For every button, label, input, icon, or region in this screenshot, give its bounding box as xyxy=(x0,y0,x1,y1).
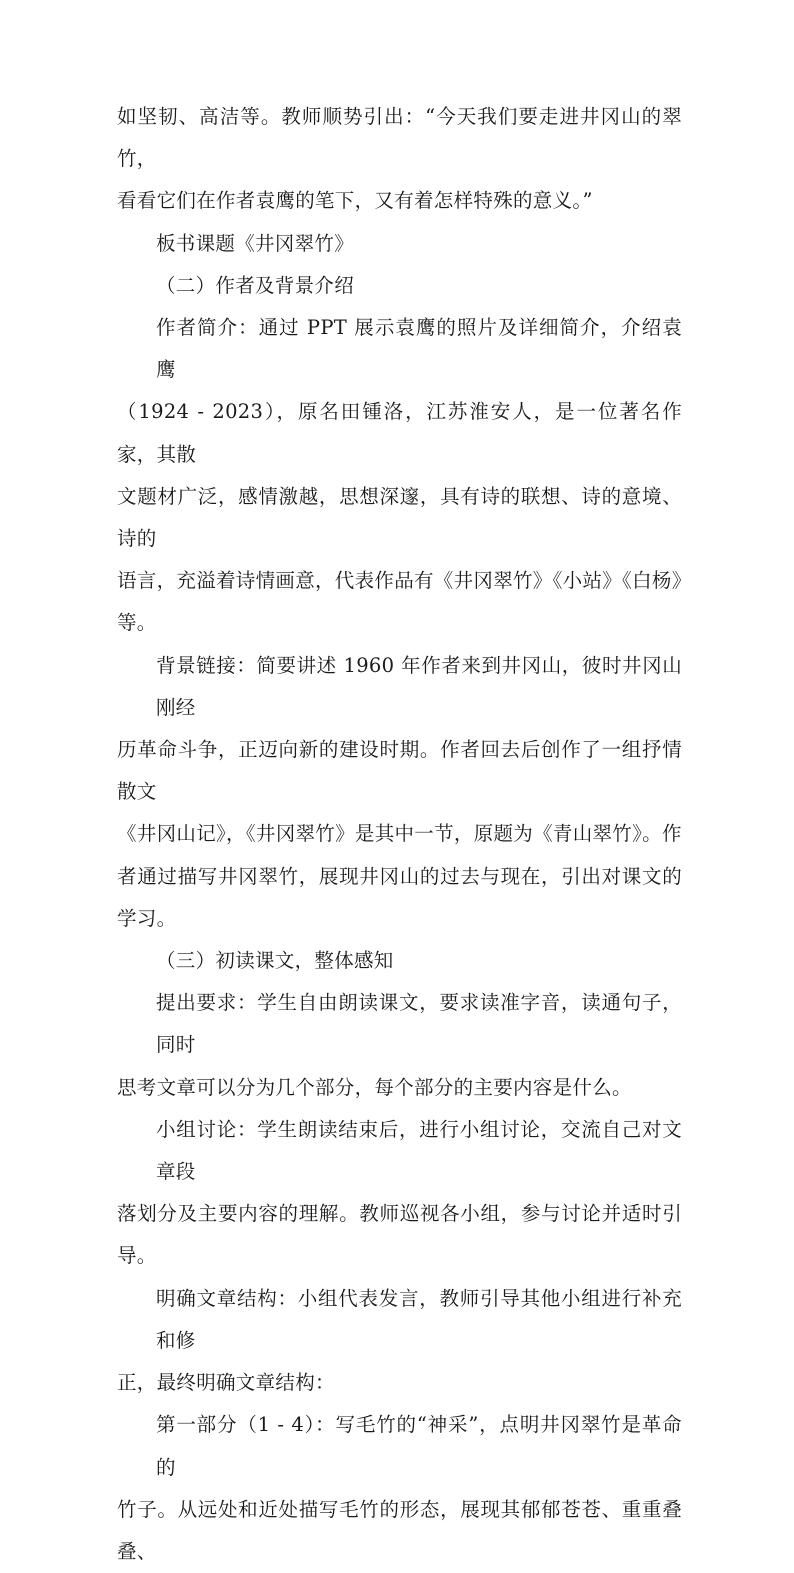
section-heading-first-reading: （三）初读课文，整体感知 xyxy=(156,949,394,973)
text-line: 文题材广泛，感情激越，思想深邃，具有诗的联想、诗的意境、诗的 xyxy=(117,484,682,551)
text-line: 《井冈山记》，《井冈翠竹》是其中一节，原题为《青山翠竹》。作 xyxy=(117,822,682,846)
text-line: 竹子。从远处和近处描写毛竹的形态，展现其郁郁苍苍、重重叠叠、 xyxy=(117,1497,682,1563)
text-line: 正，最终明确文章结构： xyxy=(117,1371,335,1395)
paragraph-intro-continuation xyxy=(117,96,682,223)
text-line: 思考文章可以分为几个部分，每个部分的主要内容是什么。 xyxy=(117,1075,632,1099)
paragraph-author-intro xyxy=(117,307,692,645)
text-line: 提出要求：学生自由朗读课文，要求读准字音，读通句子，同时 xyxy=(156,991,682,1057)
text-line: 第一部分（1 - 4）：写毛竹的“神采”，点明井冈翠竹是革命的 xyxy=(156,1413,682,1479)
paragraph-structure xyxy=(117,1278,682,1405)
text-line: 如坚韧、高洁等。教师顺势引出：“今天我们要走进井冈山的翠竹， xyxy=(117,105,682,171)
text-line: 背景链接：简要讲述 1960 年作者来到井冈山，彼时井冈山刚经 xyxy=(156,653,682,719)
paragraph-background-link xyxy=(117,645,682,940)
text-line: （1924 - 2023），原名田锺洛，江苏淮安人，是一位著名作家，其散 xyxy=(117,400,682,466)
text-line: 等。 xyxy=(117,611,157,635)
text-line: 小组讨论：学生朗读结束后，进行小组讨论，交流自己对文章段 xyxy=(156,1117,682,1184)
text-line: 语言，充溢着诗情画意，代表作品有《井冈翠竹》《小站》《白杨》 xyxy=(117,569,692,593)
text-line: 历革命斗争，正迈向新的建设时期。作者回去后创作了一组抒情散文 xyxy=(117,738,682,804)
paragraph-board-title: 板书课题《井冈翠竹》 xyxy=(156,231,355,255)
paragraph-requirements xyxy=(117,982,682,1109)
text-line: 落划分及主要内容的理解。教师巡视各小组，参与讨论并适时引导。 xyxy=(117,1202,682,1268)
text-line: 看看它们在作者袁鹰的笔下，又有着怎样特殊的意义。” xyxy=(117,189,593,213)
text-line: 作者简介：通过 PPT 展示袁鹰的照片及详细简介，介绍袁鹰 xyxy=(156,316,682,382)
paragraph-part-one xyxy=(117,1404,682,1573)
text-line: 者通过描写井冈翠竹，展现井冈山的过去与现在，引出对课文的学习。 xyxy=(117,864,682,930)
paragraph-group-discussion xyxy=(117,1109,682,1278)
section-heading-author-background: （二）作者及背景介绍 xyxy=(156,273,355,297)
text-line: 明确文章结构：小组代表发言，教师引导其他小组进行补充和修 xyxy=(156,1286,682,1352)
